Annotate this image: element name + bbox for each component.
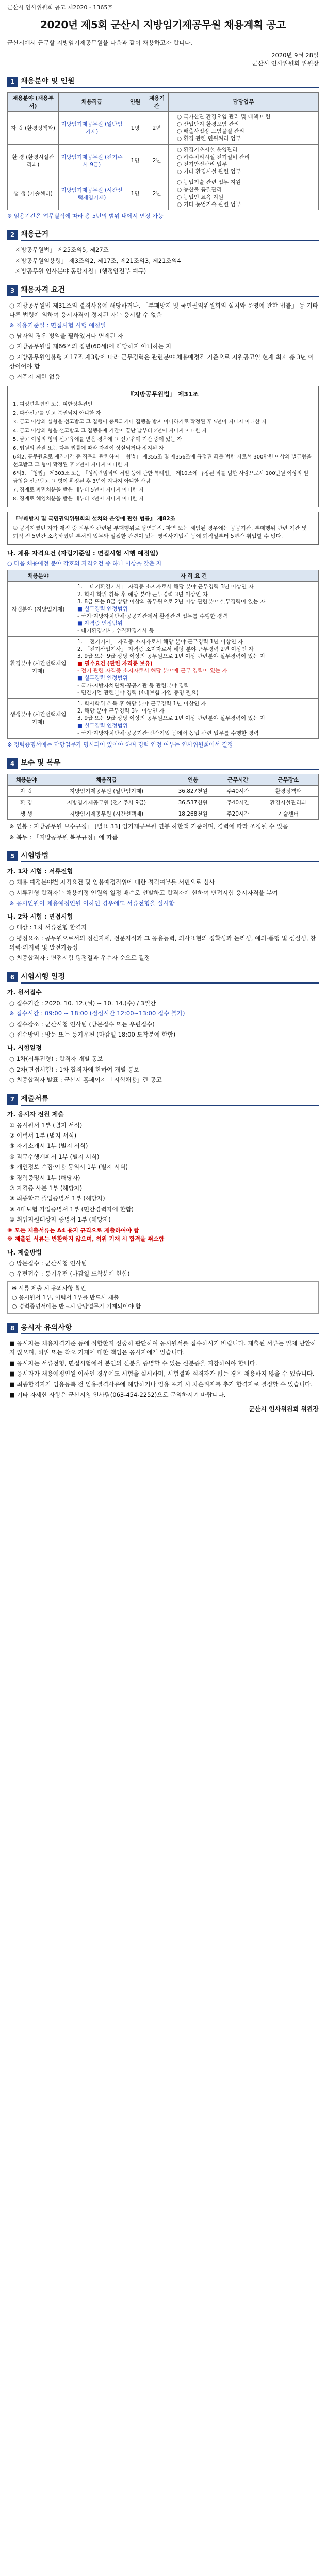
list-item: - 전기 관련 자격증 소지자로서 해당 분야에 근무 경력이 있는 자 <box>77 668 227 674</box>
recruit-table <box>7 92 319 210</box>
list-item: ⑩ 취업지원대상자 증명서 1부 (해당자) <box>9 1216 111 1224</box>
table-cell: 자립분야 (지방임기제) <box>8 582 69 636</box>
notice-date: 2020년 9월 28일 <box>271 51 319 59</box>
list-item: 3. 9급 또는 9급 상당 이상의 공무원으로 1년 이상 관련분야 실무경력이 있는 자 <box>77 715 266 722</box>
list-item: ○ 지방공무원임용령 제17조 제3항에 따라 근무경력은 관련분야 채용예정직 기준으로 지원공고일 현재 최저 총 3년 이상이어야 함 <box>9 353 314 370</box>
list-item: ○ 하수처리시설 전기설비 관리 <box>177 154 250 160</box>
list-item: - 국가·지방자치단체·공공기관 등 관련분야 경력 <box>77 682 189 689</box>
table-cell: 지방임기제공무원 (시간선택제임기제) <box>59 177 125 210</box>
table-cell: 자 립 <box>8 786 45 797</box>
table-header: 근무장소 <box>258 774 318 786</box>
list-item: - 대기환경기사, 수질환경기사 등 <box>77 628 154 634</box>
list-item: 「지방공무원임용령」 제3조의2, 제17조, 제21조의3, 제21조의4 <box>9 257 181 264</box>
section-7-header <box>7 1093 319 1106</box>
exam-subtitle: 가. 1차 시험 : 서류전형 <box>7 868 73 875</box>
table-row <box>8 582 319 636</box>
section-title: 시험방법 <box>21 850 319 862</box>
list-item: - 민간기업 관련분야 경력 (4대보험 가입 증명 필요) <box>77 689 199 696</box>
table-cell: 1명 <box>125 111 145 144</box>
table-row <box>8 797 319 808</box>
table-header: 인원 <box>125 92 145 111</box>
section-title: 시험시행 일정 <box>21 971 319 984</box>
notice-number: 군산시 인사위원회 공고 제2020 - 1365호 <box>7 4 113 11</box>
table-cell: 2년 <box>145 177 169 210</box>
table-header: 채용직급 <box>59 92 125 111</box>
list-item: ※ 연봉 : 지방공무원 보수규정」 [별표 33] 임기제공무원 연봉 하한액 기준이며, 경력에 따라 조정될 수 있음 <box>9 823 288 831</box>
law-title: 『지방공무원법』 제31조 <box>127 390 199 398</box>
section-number: 4 <box>7 758 18 769</box>
table-row <box>8 144 319 177</box>
documents-red-note: ※ 모든 제출서류는 A4 용지 규격으로 제출하여야 함 <box>7 1227 139 1234</box>
list-item: ○ 최종합격자 발표 : 군산시 홈페이지 「시험채용」란 공고 <box>9 1076 162 1084</box>
documents-subtitle: 나. 제출방법 <box>7 1248 42 1256</box>
list-item: 2. 「전기산업기사」 자격증 소지자로서 해당 분야 근무경력 2년 이상인 자 <box>77 646 254 652</box>
table-cell: 1명 <box>125 177 145 210</box>
table-header: 채용기간 <box>145 92 169 111</box>
table-cell: 생생분야 (시간선택제임기제) <box>8 699 69 739</box>
table-row <box>8 808 319 820</box>
section-title: 응시자 유의사항 <box>21 1322 319 1334</box>
list-item: ○ 접수방법 : 방문 또는 등기우편 (마감일 18:00 도착분에 한함) <box>9 1031 176 1039</box>
section-4-header <box>7 757 319 770</box>
table-row <box>8 111 319 144</box>
basis-list <box>9 245 319 276</box>
list-item: ⑨ 4대보험 가입증명서 1부 (민간경력자에 한함) <box>9 1205 134 1213</box>
list-item: ○ 1차(서류전형) : 합격자 개별 통보 <box>9 1055 103 1063</box>
intro-text: 군산시에서 근무할 지방임기제공무원을 다음과 같이 채용하고자 합니다. <box>7 39 192 46</box>
list-item: ○ 방문접수 : 군산시청 인사팀 <box>9 1259 87 1267</box>
table-cell: 자 립 (환경정책과) <box>8 111 59 144</box>
list-item: ○ 경력증명서에는 반드시 담당업무가 기재되어야 함 <box>12 1303 141 1310</box>
list-item: ③ 자기소개서 1부 (별지 서식) <box>9 1142 88 1150</box>
list-item: ○ 우편접수 : 등기우편 (마감일 도착분에 한함) <box>9 1269 130 1277</box>
section-3-header <box>7 284 319 297</box>
list-item: ■ 기타 자세한 사항은 군산시청 인사팀(063-454-2252)으로 문의하시기 바랍니다. <box>9 1391 226 1399</box>
pay-table <box>7 774 319 820</box>
table-cell: 36,827천원 <box>168 786 218 797</box>
section-number: 6 <box>7 972 18 982</box>
table-cell: 기술센터 <box>258 808 318 820</box>
table-cell: 2년 <box>145 144 169 177</box>
list-item: - 국가·지방자치단체·공공기관에서 환경관련 업무를 수행한 경력 <box>77 613 227 620</box>
list-item: ○ 환경 관련 민원처리 업무 <box>177 135 241 142</box>
list-item: ④ 직무수행계획서 1부 (별지 서식) <box>9 1153 100 1160</box>
section-1-header <box>7 76 319 88</box>
table-cell: 주40시간 <box>218 786 258 797</box>
section-2-header <box>7 229 319 241</box>
table-cell <box>69 582 319 636</box>
table-cell: 환 경 (환경시설관리과) <box>8 144 59 177</box>
recruit-note: ※ 임용기간은 업무실적에 따라 총 5년의 범위 내에서 연장 가능 <box>7 212 164 219</box>
notice-org: 군산시 인사위원회 위원장 <box>252 59 319 67</box>
list-item: ■ 응시자가 채용예정인원 이하인 경우에도 시험을 실시하며, 시험결과 적격자가 없는 경우 채용하지 않을 수 있습니다. <box>9 1370 315 1378</box>
list-item: ■ 실무경력 인정범위 <box>77 605 128 612</box>
law-line: 6의3. 「형법」 제303조 또는 「성폭력범죄의 처벌 등에 관한 특례법」 제10조에 규정된 죄를 범한 사람으로서 100만원 이상의 벌금형을 선고받고 그 형이 확정된 후 3년이 지나지 아니한 사람 <box>13 470 309 484</box>
section-6-header <box>7 971 319 984</box>
exam-subtitle: 나. 2차 시험 : 면접시험 <box>7 913 73 921</box>
list-item: ○ 환경기초시설 운영관리 <box>177 146 238 153</box>
section-title: 제출서류 <box>21 1093 319 1106</box>
qualification-table <box>7 570 319 738</box>
list-item: ○ 지방공무원법 제66조의 정년(60세)에 해당하지 아니하는 자 <box>9 343 172 350</box>
list-item: 2. 학사 학위 취득 후 해당 분야 근무경력 3년 이상인 자 <box>77 591 208 598</box>
list-item: ■ 응시자는 서류전형, 면접시험에서 본인의 신분을 증명할 수 있는 신분증을 지참하여야 합니다. <box>9 1359 257 1367</box>
page-title: 2020년 제5회 군산시 지방임기제공무원 채용계획 공고 <box>40 19 286 31</box>
qualification-footnote: ※ 경력증명서에는 담당업무가 명시되어 있어야 하며 경력 인정 여부는 인사위원회에서 결정 <box>7 741 233 748</box>
list-item: ■ 실무경력 인정범위 <box>77 722 128 729</box>
list-item: 3. 9급 또는 9급 상당 이상의 공무원으로 1년 이상 관련분야 실무경력이 있는 자 <box>77 653 266 659</box>
documents-b-list <box>9 1259 319 1279</box>
qualification-intro <box>9 301 319 382</box>
table-header: 자 격 요 건 <box>69 570 319 582</box>
section-title: 채용근거 <box>21 229 319 241</box>
list-item: ○ 평정요소 : 공무원으로서의 정신자세, 전문지식과 그 응용능력, 의사표현의 정확성과 논리성, 예의·품행 및 성실성, 창의력·의지력 및 발전가능성 <box>9 934 316 952</box>
schedule-b-list <box>9 1054 319 1084</box>
exam-a-list <box>9 877 319 908</box>
law-line: 5. 금고 이상의 형의 선고유예를 받은 경우에 그 선고유예 기간 중에 있는 자 <box>13 436 182 443</box>
table-header: 담당업무 <box>169 92 319 111</box>
exam-b-list <box>9 923 319 963</box>
documents-check-box <box>7 1281 319 1314</box>
qualification-subtitle: 나. 채용 자격요건 (자립기준일 : 면접시험 시행 예정일) <box>7 549 159 557</box>
list-item: ○ 농업인 교육 지원 <box>177 194 224 200</box>
law-line: 3. 금고 이상의 실형을 선고받고 그 집행이 종료되거나 집행을 받지 아니하기로 확정된 후 5년이 지나지 아니한 자 <box>13 419 267 425</box>
section-number: 1 <box>7 77 18 87</box>
section-number: 2 <box>7 230 18 240</box>
table-cell: 환 경 <box>8 797 45 808</box>
list-item: 1. 「전기기사」 자격증 소지자로서 해당 분야 근무경력 1년 이상인 자 <box>77 638 243 645</box>
box-title: 『부패방지 및 국민권익위원회의 설치와 운영에 관한 법률』 제82조 <box>13 515 175 522</box>
list-item: ※ 응시인원이 채용예정인원 이하인 경우에도 서류전형을 실시함 <box>9 899 175 907</box>
section-number: 7 <box>7 1094 18 1105</box>
table-row <box>8 636 319 698</box>
list-item: ○ 대상 : 1차 서류전형 합격자 <box>9 924 87 931</box>
schedule-list <box>9 998 319 1040</box>
law-line: 2. 파산선고를 받고 복권되지 아니한 자 <box>13 410 101 416</box>
section-number: 5 <box>7 851 18 861</box>
list-item: 3. 8급 또는 8급 상당 이상의 공무원으로 2년 이상 관련분야 실무경력이 있는 자 <box>77 598 266 605</box>
section-5-header <box>7 850 319 862</box>
table-header: 근무시간 <box>218 774 258 786</box>
list-item: ※ 접수시간 : 09:00 ~ 18:00 (점심시간 12:00~13:00 접수 불가) <box>9 1010 185 1018</box>
signature: 군산시 인사위원회 위원장 <box>249 1405 319 1413</box>
list-item: ■ 실무경력 인정범위 <box>77 675 128 682</box>
table-cell: 지방임기제공무원 (일반임기제) <box>45 786 168 797</box>
table-cell <box>169 111 319 144</box>
table-cell <box>169 144 319 177</box>
list-item: 1. 학사학위 취득 후 해당 분야 근무경력 1년 이상인 자 <box>77 701 206 707</box>
table-cell <box>69 699 319 739</box>
list-item: ○ 배출사업장 오염물질 관리 <box>177 128 244 135</box>
table-cell: 생 생 (기술센터) <box>8 177 59 210</box>
table-cell: 18,268천원 <box>168 808 218 820</box>
table-row <box>8 786 319 797</box>
list-item: ○ 남자의 경우 병역을 필하였거나 면제된 자 <box>9 332 123 340</box>
list-item: ○ 전기안전관리 업무 <box>177 161 227 167</box>
qualification-note: ○ 다음 채용예정 분야 각호의 자격요건 중 하나 이상을 갖춘 자 <box>7 560 162 567</box>
list-item: ⑥ 경력증명서 1부 (해당자) <box>9 1174 80 1181</box>
law-line: 6의2. 공무원으로 재직기간 중 직무와 관련하여 「형법」 제355조 및 제356조에 규정된 죄를 범한 자로서 300만원 이상의 벌금형을 선고받고 그 형이 확정된 후 2년이 지나지 아니한 자 <box>13 454 312 468</box>
table-header: 채용분야 (채용부서) <box>8 92 59 111</box>
table-cell: 2년 <box>145 111 169 144</box>
list-item: ② 이력서 1부 (별지 서식) <box>9 1132 77 1139</box>
section-title: 채용자격 요건 <box>21 284 319 297</box>
list-item: ⑤ 개인정보 수집·이용 동의서 1부 (별지 서식) <box>9 1163 128 1171</box>
documents-red-note: ※ 제출된 서류는 반환하지 않으며, 허위 기재 시 합격을 취소함 <box>7 1235 165 1243</box>
list-item: ⑧ 최종학교 졸업증명서 1부 (해당자) <box>9 1195 105 1202</box>
list-item: ※ 서류 제출 시 유의사항 확인 <box>12 1285 86 1292</box>
list-item: ○ 국가산단 환경오염 관리 및 대책 마련 <box>177 113 271 120</box>
list-item: ○ 최종합격자 : 면접시험 평정결과 우수자 순으로 결정 <box>9 954 150 962</box>
table-cell: 1명 <box>125 144 145 177</box>
table-cell <box>69 636 319 698</box>
table-cell: 지방임기제공무원 (시간선택제) <box>45 808 168 820</box>
list-item: ○ 농산물 품질관리 <box>177 187 222 193</box>
law-line: 4. 금고 이상의 형을 선고받고 그 집행유예 기간이 끝난 날부터 2년이 지나지 아니한 자 <box>13 428 207 434</box>
list-item: ■ 필수요건 (관련 자격증 보유) <box>77 660 153 667</box>
law-line: 7. 징계로 파면처분을 받은 때부터 5년이 지나지 아니한 자 <box>13 487 144 493</box>
table-cell: 지방임기제공무원 (전기주사 9급) <box>59 144 125 177</box>
list-item: ○ 기타 환경시설 관련 업무 <box>177 168 241 175</box>
table-cell: 지방임기제공무원 (전기주사 9급) <box>45 797 168 808</box>
list-item: ○ 접수장소 : 군산시청 인사팀 (방문접수 또는 우편접수) <box>9 1020 155 1028</box>
documents-subtitle: 가. 응시자 전원 제출 <box>7 1110 64 1118</box>
law-line: 6. 법원의 판결 또는 다른 법률에 따라 자격이 상실되거나 정지된 자 <box>13 445 164 451</box>
list-item: 1. 「대기환경기사」 자격증 소지자로서 해당 분야 근무경력 3년 이상인 자 <box>77 584 254 590</box>
list-item: ■ 자격증 인정범위 <box>77 620 123 627</box>
list-item: ○ 응시원서 1부, 이력서 1부를 반드시 제출 <box>12 1294 119 1301</box>
table-header: 채용분야 <box>8 774 45 786</box>
table-cell: 환경정책과 <box>258 786 318 797</box>
pay-notes <box>9 822 319 842</box>
list-item: ※ 복무 : 「지방공무원 복무규정」에 따름 <box>9 833 118 841</box>
schedule-subtitle: 나. 시험일정 <box>7 1044 42 1052</box>
list-item: ○ 지방공무원법 제31조의 결격사유에 해당하거나, 「부패방지 및 국민권익위원회의 설치와 운영에 관한 법률」 등 기타 다른 법령에 의하여 응시자격이 정지된 자는 응시할 수 없음 <box>9 301 318 318</box>
section-title: 채용분야 및 인원 <box>21 76 319 88</box>
list-item: ○ 산업단지 환경오염 관리 <box>177 121 239 127</box>
list-item: ○ 채용 예정분야별 자격요건 및 임용예정직위에 대한 적격여부를 서면으로 심사 <box>9 878 215 886</box>
list-item: 2. 해당 분야 근무경력 3년 이상인 자 <box>77 708 165 715</box>
table-cell: 주20시간 <box>218 808 258 820</box>
section-title: 보수 및 복무 <box>21 757 319 770</box>
cautions-list <box>9 1338 319 1399</box>
list-item: ■ 최종합격자가 임용등록 전 임용결격사유에 해당하거나 임용 포기 시 차순위자를 추가 합격자로 결정할 수 있습니다. <box>9 1380 313 1388</box>
list-item: - 국가·지방자치단체·공공기관·민간기업 등에서 농업 관련 업무를 수행한 경력 <box>77 730 259 736</box>
list-item: ○ 2차(면접시험) : 1차 합격자에 한하여 개별 통보 <box>9 1065 139 1073</box>
list-item: ○ 서류전형 합격자는 채용예정 인원의 일정 배수로 선발하고 합격자에 한하여 면접시험 응시자격을 부여 <box>9 889 278 896</box>
anti-corruption-box <box>7 512 319 545</box>
table-cell: 생 생 <box>8 808 45 820</box>
table-header: 채용직급 <box>45 774 168 786</box>
documents-list <box>9 1121 319 1225</box>
list-item: 「지방공무원 인사분야 통합지침」(행정안전부 예규) <box>9 267 146 275</box>
table-row <box>8 177 319 210</box>
law-line: 8. 징계로 해임처분을 받은 때부터 3년이 지나지 아니한 자 <box>13 496 144 502</box>
list-item: ① 응시원서 1부 (별지 서식) <box>9 1121 83 1129</box>
table-header: 채용분야 <box>8 570 69 582</box>
list-item: ⑦ 자격증 사본 1부 (해당자) <box>9 1184 83 1192</box>
table-row <box>8 699 319 739</box>
list-item: ■ 응시자는 채용자격기준 등에 적합한지 신중히 판단하여 응시원서를 접수하시기 바랍니다. 제출된 서류는 일체 반환하지 않으며, 허위 또는 착오 기재에 대한 책임은 응시자에게 있습니다. <box>9 1340 317 1357</box>
table-header: 연봉 <box>168 774 218 786</box>
table-cell: 주40시간 <box>218 797 258 808</box>
section-8-header <box>7 1322 319 1334</box>
law-box <box>7 386 319 507</box>
list-item: ○ 거주지 제한 없음 <box>9 373 60 381</box>
section-number: 8 <box>7 1323 18 1333</box>
table-cell <box>169 177 319 210</box>
list-item: ○ 기타 농업기술 관련 업무 <box>177 201 241 208</box>
table-cell: 환경시설관리과 <box>258 797 318 808</box>
table-cell: 36,537천원 <box>168 797 218 808</box>
section-number: 3 <box>7 285 18 296</box>
table-cell: 지방임기제공무원 (일반임기제) <box>59 111 125 144</box>
list-item: ※ 적용기준일 : 면접시험 시행 예정일 <box>9 321 106 329</box>
law-line: 1. 피성년후견인 또는 피한정후견인 <box>13 401 93 408</box>
schedule-subtitle: 가. 원서접수 <box>7 988 42 996</box>
list-item: 「지방공무원법」 제25조의5, 제27조 <box>9 246 109 254</box>
table-cell: 환경분야 (시간선택제임기제) <box>8 636 69 698</box>
box-text: ① 공직자였던 자가 재직 중 직무와 관련된 부패행위로 당연퇴직, 파면 또는 해임된 경우에는 공공기관, 부패행위 관련 기관 및 퇴직 전 5년간 소속하였던 부서의 업무와 밀접한 관련이 있는 영리사기업체 등에 퇴직일부터 5년간 취업할 수 없다. <box>13 525 307 540</box>
list-item: ○ 농업기술 관련 업무 지원 <box>177 179 241 186</box>
list-item: ○ 접수기간 : 2020. 10. 12.(월) ~ 10. 14.(수) / 3일간 <box>9 999 156 1007</box>
